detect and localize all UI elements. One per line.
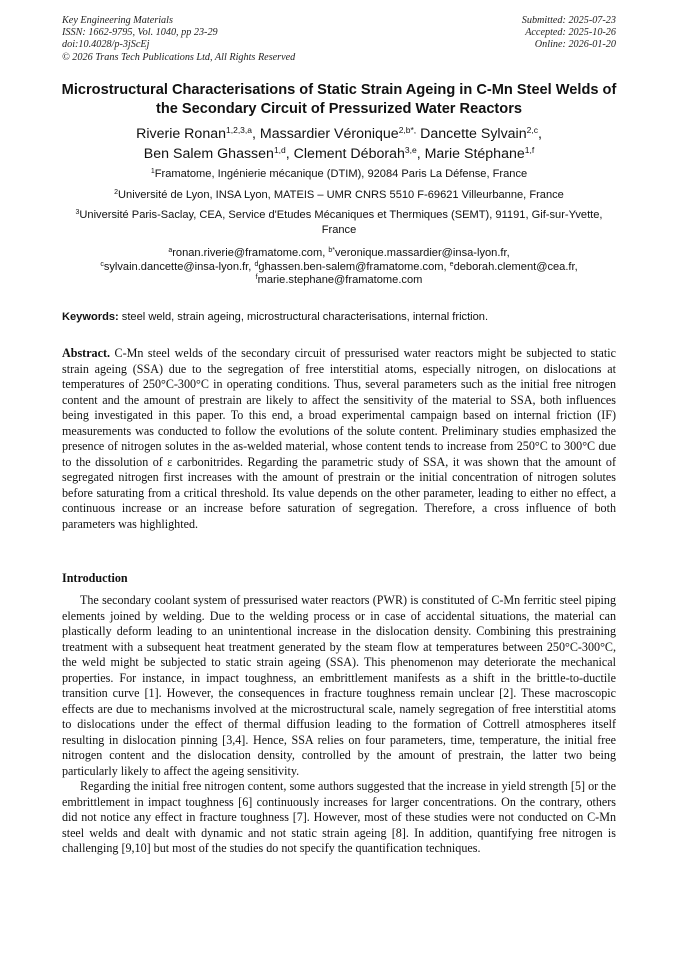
- email-marker: e: [449, 260, 454, 268]
- affiliation-text: Université de Lyon, INSA Lyon, MATEIS – UMR CNRS 5510 F-69621 Villeurbanne, France: [118, 188, 564, 201]
- affiliation-item: [62, 167, 616, 182]
- author-name: Ben Salem Ghassen: [143, 146, 274, 162]
- author-name: Riverie Ronan: [136, 126, 226, 142]
- email-marker: d: [254, 260, 259, 268]
- email-link[interactable]: ronan.riverie@framatome.com,: [172, 247, 329, 259]
- email-link[interactable]: deborah.clement@cea.fr,: [453, 260, 578, 273]
- keywords-text: steel weld, strain ageing, microstructural characterisations, internal friction.: [118, 311, 489, 323]
- paragraph: Regarding the initial free nitrogen content, some authors suggested that the increase in yield strength [5] or the embrittlement in impact toughness [6] continuously increases for larger concentrations. On the contrary, others did not notice any effect in fracture toughness [7]. However, most of these studies were not conducted on C-Mn steel welds and dealt with dynamic and not static strain ageing [8]. In addition, quantifying free nitrogen is challenging [9,10] but most of the studies do not specify the quantification techniques.: [62, 779, 616, 855]
- author-name: Massardier Véronique: [259, 126, 399, 142]
- publication-dates: [522, 15, 616, 52]
- keywords-label: Keywords:: [62, 311, 119, 323]
- email-marker: c: [100, 260, 104, 268]
- author-affiliation-marker: 1,2,3,a: [226, 125, 252, 135]
- email-marker: b*: [328, 247, 335, 254]
- author-emails: [62, 247, 616, 288]
- copyright-line: © 2026 Trans Tech Publications Ltd, All Rights Reserved: [62, 51, 296, 63]
- author-separator: ,: [285, 146, 294, 162]
- author-affiliation-marker: 1,d: [273, 145, 286, 155]
- author-list: [50, 124, 628, 164]
- author-separator: ,: [537, 126, 542, 142]
- affiliation-marker: 3: [75, 209, 80, 217]
- affiliation-text: Université Paris-Saclay, CEA, Service d'Etudes Mécaniques et Thermiques (SEMT), 91191, Gif-sur-Yvette, France: [79, 209, 603, 236]
- section-heading-introduction: Introduction: [62, 571, 128, 585]
- author-affiliation-marker: 1,f: [524, 145, 535, 155]
- email-marker: f: [255, 274, 258, 282]
- affiliations: [62, 167, 616, 243]
- affiliation-marker: 1: [150, 168, 155, 175]
- paragraph: The secondary coolant system of pressurised water reactors (PWR) is constituted of C-Mn ferritic steel piping elements joined by welding. Due to the welding process or in case of accidental situations, the material can plastically deform leading to an unintentional increase in the dislocation density. Combining this prestraining treatment with a subsequent heat treatment generated by the steam flow at temperatures between 250°C-300°C, the weld might be subjected to static strain ageing (SSA). This phenomenon may deteriorate the mechanical properties. For instance, in impact toughness, an embrittlement manifests as a shift in the brittle-to-ductile transition curve [1]. However, the consequences in fracture toughness remain unclear [2]. These macroscopic effects are due to mechanisms involved at the microstructural scale, namely segregation of free interstitial atoms to dislocations under the effect of thermal diffusion leading to the formation of Cottrell atmospheres itself resulting in dislocation pinning [3,4]. Hence, SSA relies on four parameters, time, temperature, the initial free nitrogen content and the dislocation density, controlled by the amount of prestrain, the latter two being particularly likely to affect the ageing sensitivity.: [62, 593, 616, 778]
- affiliation-marker: 2: [114, 188, 119, 196]
- journal-name: Key Engineering Materials: [62, 15, 173, 26]
- paper-title: Microstructural Characterisations of Static Strain Ageing in C-Mn Steel Welds of the Secondary Circuit of Pressurized Water Reactors: [61, 82, 617, 117]
- abstract-label: Abstract.: [62, 346, 111, 360]
- abstract-text: C-Mn steel welds of the secondary circuit of pressurised water reactors might be subjected to static strain ageing (SSA) due to the segregation of free interstitial atoms, especially nitrogen, on dislocations at temperatures of 250°C-300°C in operating conditions. Thus, several parameters such as the initial free nitrogen content and the amount of prestrain are likely to affect the sensitivity of the material to SSA, both influences being investigated in this paper. To this end, a broad experimental campaign based on internal friction (IF) measurements was conducted to follow the evolutions of the solute content. Preliminary studies emphasized the presence of nitrogen solutes in the as-welded material, whose content tends to increase from 250°C to 300°C due to the dissolution of ε carbonitrides. Regarding the parametric study of SSA, it was shown that the amount of segregated nitrogen first increases with the amount of prestrain or the initial concentration of nitrogen solutes before saturating from a critical threshold. Its value depends on the other parameter, leading to either no effect, a continuous increase or an increase before saturation of segregation. Therefore, a cross influence of both parameters was highlighted.: [62, 346, 616, 531]
- email-link[interactable]: marie.stephane@framatome.com: [257, 274, 423, 287]
- email-link[interactable]: ghassen.ben-salem@framatome.com,: [258, 260, 450, 273]
- affiliation-item: [62, 188, 616, 203]
- affiliation-item: [62, 208, 616, 237]
- author-name: Clement Déborah: [293, 146, 405, 162]
- author-affiliation-marker: 2,c: [526, 125, 538, 135]
- author-separator: ,: [416, 146, 425, 162]
- author-affiliation-marker: 2,b*,: [398, 125, 417, 135]
- email-link[interactable]: veronique.massardier@insa-lyon.fr,: [335, 247, 510, 259]
- abstract: [62, 346, 616, 532]
- issn-line: ISSN: 1662-9795, Vol. 1040, pp 23-29: [62, 27, 218, 39]
- introduction-body: [62, 593, 616, 857]
- affiliation-text: Framatome, Ingénierie mécanique (DTIM), 92084 Paris La Défense, France: [154, 168, 528, 180]
- doi-line[interactable]: doi:10.4028/p-3jScEj: [62, 39, 150, 51]
- author-name: Marie Stéphane: [424, 146, 525, 162]
- author-separator: ,: [252, 126, 260, 142]
- submitted-date: Submitted: 2025-07-23: [521, 15, 616, 26]
- email-marker: a: [168, 247, 173, 254]
- author-name: Dancette Sylvain: [420, 126, 527, 142]
- email-link[interactable]: sylvain.dancette@insa-lyon.fr,: [103, 260, 255, 273]
- online-date: Online: 2026-01-20: [534, 39, 616, 51]
- accepted-date: Accepted: 2025-10-26: [525, 27, 616, 39]
- keywords: [62, 310, 616, 324]
- journal-info: [62, 15, 295, 64]
- author-affiliation-marker: 3,e: [404, 145, 417, 155]
